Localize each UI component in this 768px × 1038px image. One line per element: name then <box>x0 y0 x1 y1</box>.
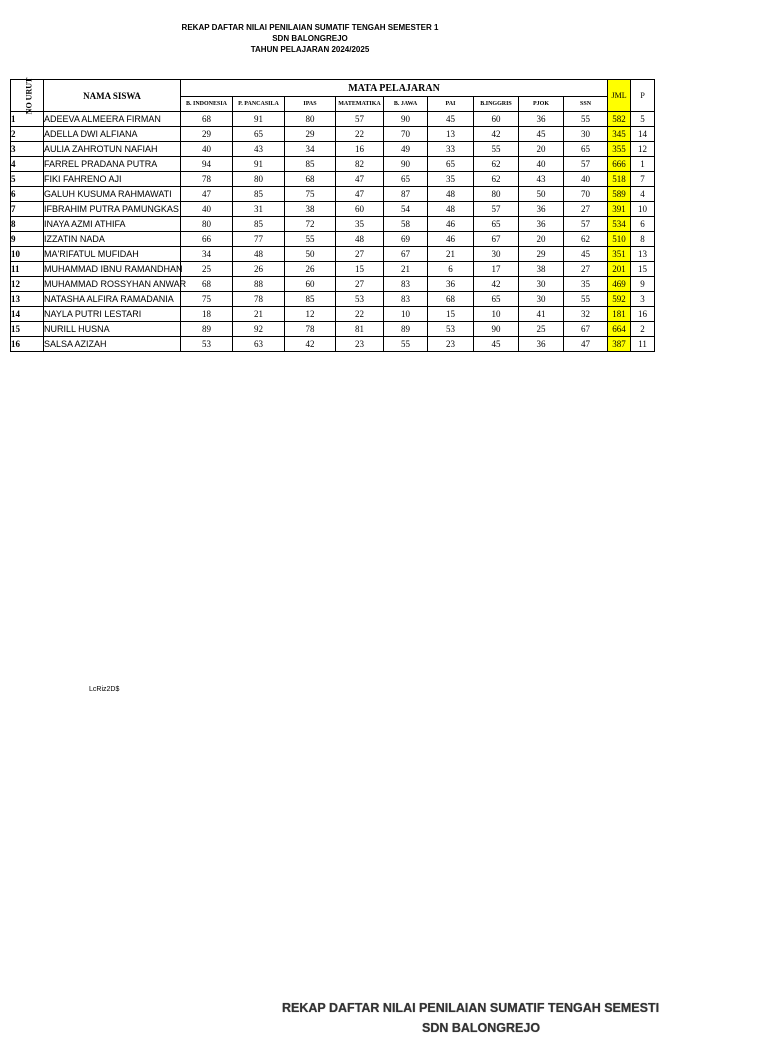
rank-cell: 8 <box>631 232 655 247</box>
score-cell: 60 <box>336 202 384 217</box>
total-cell: 592 <box>608 292 631 307</box>
score-cell: 13 <box>428 127 474 142</box>
table-row <box>11 202 655 217</box>
score-cell: 48 <box>336 232 384 247</box>
header-year: TAHUN PELAJARAN 2024/2025 <box>250 45 370 54</box>
rank-cell: 7 <box>631 172 655 187</box>
score-cell: 90 <box>474 322 519 337</box>
score-cell: 68 <box>428 292 474 307</box>
score-cell: 21 <box>384 262 428 277</box>
header-school: SDN BALONGREJO <box>272 34 348 43</box>
total-cell: 582 <box>608 112 631 127</box>
student-name: INAYA AZMI ATHIFA <box>44 217 181 232</box>
score-cell: 47 <box>336 187 384 202</box>
score-cell: 40 <box>519 157 564 172</box>
score-cell: 89 <box>181 322 233 337</box>
row-number: 16 <box>11 337 44 352</box>
score-cell: 29 <box>519 247 564 262</box>
score-cell: 48 <box>233 247 285 262</box>
row-number: 3 <box>11 142 44 157</box>
table-row <box>11 187 655 202</box>
score-cell: 22 <box>336 127 384 142</box>
subject-header: IPAS <box>285 97 336 112</box>
header-mata-pelajaran: MATA PELAJARAN <box>181 80 608 97</box>
score-cell: 27 <box>564 202 608 217</box>
rank-cell: 14 <box>631 127 655 142</box>
rank-cell: 2 <box>631 322 655 337</box>
score-cell: 25 <box>181 262 233 277</box>
score-cell: 20 <box>519 232 564 247</box>
score-cell: 78 <box>233 292 285 307</box>
score-cell: 63 <box>233 337 285 352</box>
row-number: 2 <box>11 127 44 142</box>
score-cell: 85 <box>233 217 285 232</box>
row-number: 9 <box>11 232 44 247</box>
score-cell: 41 <box>519 307 564 322</box>
score-cell: 87 <box>384 187 428 202</box>
student-name: MUHAMMAD IBNU RAMANDHAN <box>44 262 181 277</box>
score-cell: 43 <box>233 142 285 157</box>
student-name: ADELLA DWI ALFIANA <box>44 127 181 142</box>
score-cell: 45 <box>428 112 474 127</box>
table-row <box>11 217 655 232</box>
score-cell: 57 <box>564 157 608 172</box>
student-name: ADEEVA ALMEERA FIRMAN <box>44 112 181 127</box>
total-cell: 345 <box>608 127 631 142</box>
score-cell: 6 <box>428 262 474 277</box>
row-number: 13 <box>11 292 44 307</box>
student-name: NAYLA PUTRI LESTARI <box>44 307 181 322</box>
score-cell: 80 <box>474 187 519 202</box>
score-cell: 75 <box>285 187 336 202</box>
score-cell: 30 <box>564 127 608 142</box>
score-cell: 15 <box>336 262 384 277</box>
subject-header: B.INGGRIS <box>474 97 519 112</box>
score-cell: 88 <box>233 277 285 292</box>
score-cell: 55 <box>564 112 608 127</box>
score-cell: 30 <box>519 277 564 292</box>
total-cell: 387 <box>608 337 631 352</box>
total-cell: 355 <box>608 142 631 157</box>
score-cell: 35 <box>336 217 384 232</box>
score-cell: 89 <box>384 322 428 337</box>
score-cell: 55 <box>564 292 608 307</box>
rank-cell: 1 <box>631 157 655 172</box>
score-cell: 15 <box>428 307 474 322</box>
score-cell: 45 <box>474 337 519 352</box>
rank-cell: 15 <box>631 262 655 277</box>
total-cell: 534 <box>608 217 631 232</box>
header-nama-siswa: NAMA SISWA <box>44 80 181 112</box>
score-cell: 90 <box>384 157 428 172</box>
score-cell: 80 <box>181 217 233 232</box>
score-cell: 57 <box>474 202 519 217</box>
document-header <box>150 22 470 55</box>
subject-header: SSN <box>564 97 608 112</box>
score-cell: 54 <box>384 202 428 217</box>
row-number: 4 <box>11 157 44 172</box>
score-cell: 33 <box>428 142 474 157</box>
score-cell: 83 <box>384 292 428 307</box>
subject-header: MATEMATIKA <box>336 97 384 112</box>
score-cell: 60 <box>474 112 519 127</box>
score-cell: 23 <box>336 337 384 352</box>
score-cell: 65 <box>384 172 428 187</box>
score-cell: 23 <box>428 337 474 352</box>
score-cell: 46 <box>428 217 474 232</box>
score-cell: 67 <box>384 247 428 262</box>
subject-header: PAI <box>428 97 474 112</box>
rank-cell: 4 <box>631 187 655 202</box>
subject-header: PJOK <box>519 97 564 112</box>
table-row <box>11 142 655 157</box>
score-cell: 16 <box>336 142 384 157</box>
stamp-text: LcRiz2D$ <box>89 686 120 693</box>
table-row <box>11 337 655 352</box>
score-cell: 34 <box>181 247 233 262</box>
score-cell: 36 <box>519 217 564 232</box>
score-cell: 35 <box>428 172 474 187</box>
rank-cell: 11 <box>631 337 655 352</box>
rank-cell: 9 <box>631 277 655 292</box>
total-cell: 589 <box>608 187 631 202</box>
student-name: FARREL PRADANA PUTRA <box>44 157 181 172</box>
total-cell: 201 <box>608 262 631 277</box>
score-cell: 70 <box>564 187 608 202</box>
score-cell: 12 <box>285 307 336 322</box>
score-cell: 62 <box>474 172 519 187</box>
score-cell: 81 <box>336 322 384 337</box>
score-cell: 58 <box>384 217 428 232</box>
score-cell: 47 <box>181 187 233 202</box>
score-cell: 53 <box>181 337 233 352</box>
score-cell: 94 <box>181 157 233 172</box>
score-cell: 34 <box>285 142 336 157</box>
student-name: SALSA AZIZAH <box>44 337 181 352</box>
score-cell: 78 <box>285 322 336 337</box>
score-cell: 68 <box>285 172 336 187</box>
score-cell: 85 <box>233 187 285 202</box>
total-cell: 664 <box>608 322 631 337</box>
student-name: MUHAMMAD ROSSYHAN ANWAR <box>44 277 181 292</box>
score-cell: 55 <box>384 337 428 352</box>
header-no-urut: NO URUT <box>11 80 44 112</box>
score-cell: 36 <box>519 202 564 217</box>
row-number: 14 <box>11 307 44 322</box>
header-jml: JML <box>608 80 631 112</box>
score-cell: 42 <box>474 127 519 142</box>
row-number: 7 <box>11 202 44 217</box>
score-cell: 60 <box>285 277 336 292</box>
table-row <box>11 232 655 247</box>
subject-header: B. JAWA <box>384 97 428 112</box>
table-row <box>11 277 655 292</box>
score-cell: 49 <box>384 142 428 157</box>
score-cell: 55 <box>285 232 336 247</box>
table-row <box>11 322 655 337</box>
subject-header: P. PANCASILA <box>233 97 285 112</box>
score-cell: 62 <box>564 232 608 247</box>
score-cell: 48 <box>428 202 474 217</box>
score-cell: 75 <box>181 292 233 307</box>
row-number: 15 <box>11 322 44 337</box>
score-cell: 77 <box>233 232 285 247</box>
score-cell: 25 <box>519 322 564 337</box>
score-cell: 26 <box>233 262 285 277</box>
total-cell: 181 <box>608 307 631 322</box>
score-cell: 27 <box>336 247 384 262</box>
score-cell: 91 <box>233 157 285 172</box>
score-cell: 32 <box>564 307 608 322</box>
score-cell: 55 <box>474 142 519 157</box>
table-row <box>11 127 655 142</box>
score-cell: 43 <box>519 172 564 187</box>
score-cell: 38 <box>285 202 336 217</box>
score-cell: 65 <box>474 217 519 232</box>
score-cell: 67 <box>564 322 608 337</box>
table-row <box>11 307 655 322</box>
table-row <box>11 262 655 277</box>
table-row <box>11 112 655 127</box>
score-cell: 47 <box>564 337 608 352</box>
table-row <box>11 172 655 187</box>
score-cell: 91 <box>233 112 285 127</box>
score-cell: 48 <box>428 187 474 202</box>
row-number: 11 <box>11 262 44 277</box>
student-name: NURILL HUSNA <box>44 322 181 337</box>
header-p: P <box>631 80 655 112</box>
score-cell: 85 <box>285 292 336 307</box>
student-name: IZZATIN NADA <box>44 232 181 247</box>
score-cell: 42 <box>474 277 519 292</box>
score-cell: 30 <box>474 247 519 262</box>
row-number: 12 <box>11 277 44 292</box>
score-cell: 30 <box>519 292 564 307</box>
score-cell: 36 <box>428 277 474 292</box>
score-cell: 42 <box>285 337 336 352</box>
score-cell: 46 <box>428 232 474 247</box>
rank-cell: 16 <box>631 307 655 322</box>
score-cell: 10 <box>474 307 519 322</box>
student-name: NATASHA ALFIRA RAMADANIA <box>44 292 181 307</box>
score-cell: 26 <box>285 262 336 277</box>
score-cell: 57 <box>336 112 384 127</box>
score-cell: 22 <box>336 307 384 322</box>
score-cell: 29 <box>285 127 336 142</box>
total-cell: 391 <box>608 202 631 217</box>
rank-cell: 6 <box>631 217 655 232</box>
score-cell: 35 <box>564 277 608 292</box>
rank-cell: 13 <box>631 247 655 262</box>
score-cell: 80 <box>233 172 285 187</box>
score-cell: 83 <box>384 277 428 292</box>
score-cell: 21 <box>428 247 474 262</box>
score-cell: 20 <box>519 142 564 157</box>
score-cell: 50 <box>519 187 564 202</box>
score-cell: 18 <box>181 307 233 322</box>
total-cell: 510 <box>608 232 631 247</box>
next-page-title: REKAP DAFTAR NILAI PENILAIAN SUMATIF TENGAH SEMESTI <box>282 1001 660 1015</box>
score-cell: 45 <box>519 127 564 142</box>
row-number: 10 <box>11 247 44 262</box>
score-cell: 57 <box>564 217 608 232</box>
score-cell: 38 <box>519 262 564 277</box>
total-cell: 351 <box>608 247 631 262</box>
rank-cell: 3 <box>631 292 655 307</box>
score-cell: 36 <box>519 112 564 127</box>
score-cell: 72 <box>285 217 336 232</box>
score-cell: 27 <box>336 277 384 292</box>
score-cell: 65 <box>564 142 608 157</box>
score-cell: 92 <box>233 322 285 337</box>
score-cell: 36 <box>519 337 564 352</box>
score-cell: 65 <box>233 127 285 142</box>
score-cell: 68 <box>181 112 233 127</box>
rank-cell: 5 <box>631 112 655 127</box>
table-row <box>11 157 655 172</box>
score-cell: 53 <box>428 322 474 337</box>
student-name: FIKI FAHRENO AJI <box>44 172 181 187</box>
next-page-school: SDN BALONGREJO <box>422 1021 541 1035</box>
score-cell: 27 <box>564 262 608 277</box>
score-cell: 67 <box>474 232 519 247</box>
score-cell: 40 <box>564 172 608 187</box>
score-cell: 85 <box>285 157 336 172</box>
score-cell: 66 <box>181 232 233 247</box>
score-cell: 90 <box>384 112 428 127</box>
score-cell: 31 <box>233 202 285 217</box>
score-cell: 53 <box>336 292 384 307</box>
score-cell: 78 <box>181 172 233 187</box>
student-name: IFBRAHIM PUTRA PAMUNGKAS <box>44 202 181 217</box>
score-cell: 45 <box>564 247 608 262</box>
row-number: 6 <box>11 187 44 202</box>
total-cell: 518 <box>608 172 631 187</box>
score-cell: 82 <box>336 157 384 172</box>
student-name: AULIA ZAHROTUN NAFIAH <box>44 142 181 157</box>
score-cell: 65 <box>474 292 519 307</box>
table-row <box>11 247 655 262</box>
rank-cell: 12 <box>631 142 655 157</box>
score-cell: 69 <box>384 232 428 247</box>
score-cell: 29 <box>181 127 233 142</box>
score-cell: 40 <box>181 202 233 217</box>
score-cell: 50 <box>285 247 336 262</box>
total-cell: 469 <box>608 277 631 292</box>
header-title: REKAP DAFTAR NILAI PENILAIAN SUMATIF TENGAH SEMESTER 1 <box>181 23 439 32</box>
score-cell: 68 <box>181 277 233 292</box>
student-name: GALUH KUSUMA RAHMAWATI <box>44 187 181 202</box>
row-number: 5 <box>11 172 44 187</box>
score-cell: 21 <box>233 307 285 322</box>
score-cell: 70 <box>384 127 428 142</box>
score-cell: 40 <box>181 142 233 157</box>
score-cell: 80 <box>285 112 336 127</box>
score-cell: 10 <box>384 307 428 322</box>
table-row <box>11 292 655 307</box>
subject-header: B. INDONESIA <box>181 97 233 112</box>
score-cell: 65 <box>428 157 474 172</box>
student-name: MA'RIFATUL MUFIDAH <box>44 247 181 262</box>
score-cell: 62 <box>474 157 519 172</box>
next-page-header <box>282 998 768 1035</box>
score-cell: 17 <box>474 262 519 277</box>
row-number: 8 <box>11 217 44 232</box>
grades-table <box>10 79 655 352</box>
total-cell: 666 <box>608 157 631 172</box>
row-number: 1 <box>11 112 44 127</box>
score-cell: 47 <box>336 172 384 187</box>
rank-cell: 10 <box>631 202 655 217</box>
